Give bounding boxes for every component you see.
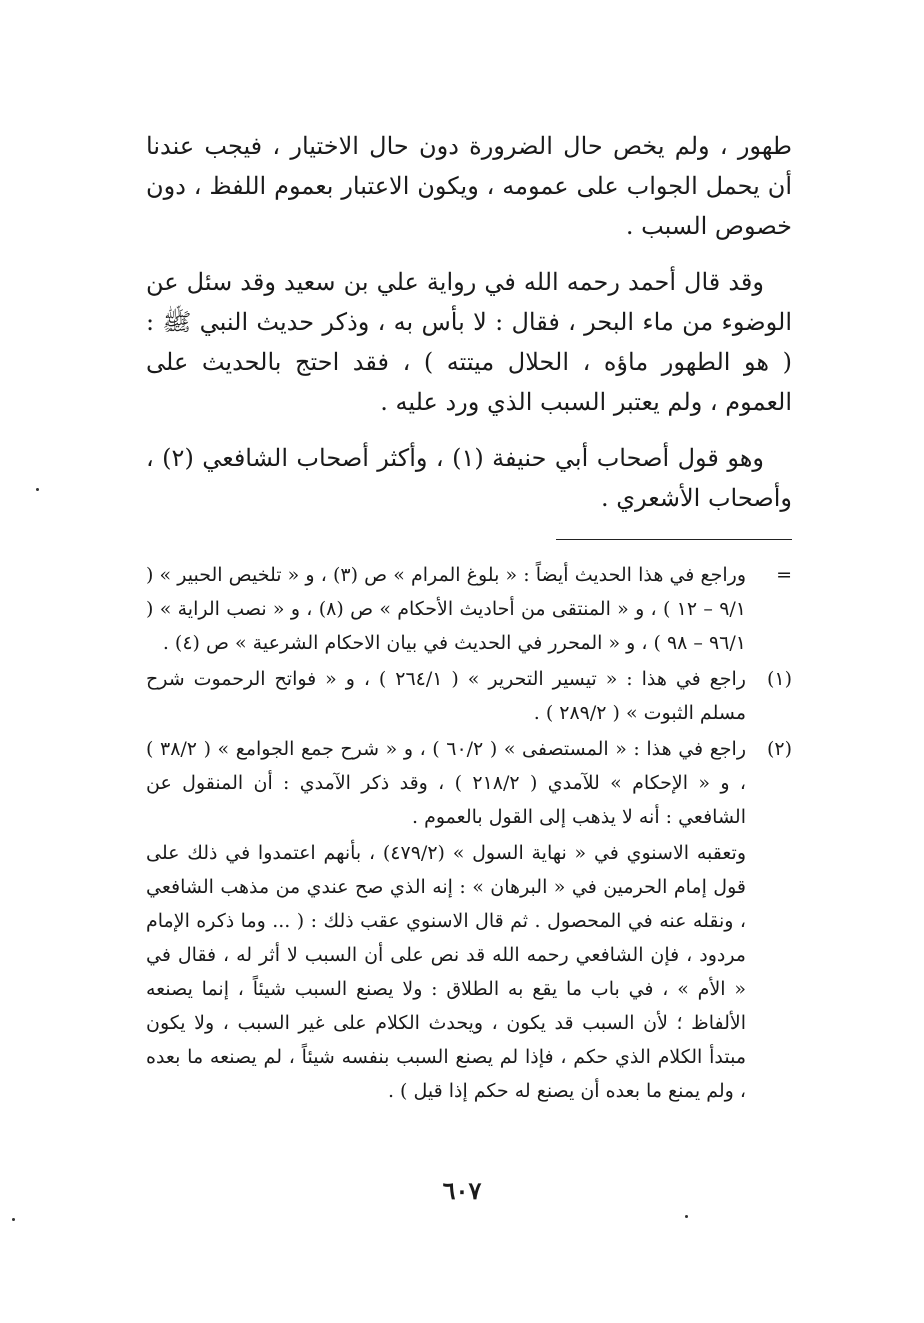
footnote-text: وراجع في هذا الحديث أيضاً : « بلوغ المرام » ص (٣) ، و « تلخيص الحبير » ( ٩/١ – ١٢ ) ، و « المنتقى من أحاديث الأحكام » ص (٨) ، و « نصب الراية » ( ٩٦/١ – ٩٨ ) ، و « المحرر في الحديث في بيان الاحكام الشرعية » ص (٤) .: [146, 564, 746, 654]
main-paragraph-1: طهور ، ولم يخص حال الضرورة دون حال الاختيار ، فيجب عندنا أن يحمل الجواب على عمومه ، ويكون الاعتبار بعموم اللفظ ، دون خصوص السبب .: [146, 132, 792, 240]
main-text: [146, 126, 792, 518]
footnote-text: راجع في هذا : « المستصفى » ( ٦٠/٢ ) ، و « شرح جمع الجوامع » ( ٣٨/٢ ) ، و « الإحكام » للآمدي ( ٢١٨/٢ ) ، وقد ذكر الآمدي : أن المنقول عن الشافعي : أنه لا يذهب إلى القول بالعموم .: [146, 738, 746, 828]
scan-speck: [685, 1215, 688, 1218]
main-paragraph-2: وقد قال أحمد رحمه الله في رواية علي بن سعيد وقد سئل عن الوضوء من ماء البحر ، فقال : لا بأس به ، وذكر حديث النبي ﷺ : ( هو الطهور ماؤه ، الحلال ميتته ) ، فقد احتج بالحديث على العموم ، ولم يعتبر السبب الذي ورد عليه .: [146, 268, 792, 416]
footnote-continued: [146, 558, 792, 660]
footnote-mark: (١): [766, 668, 792, 690]
footnote-text: راجع في هذا : « تيسير التحرير » ( ٢٦٤/١ ) ، و « فواتح الرحموت شرح مسلم الثبوت » ( ٢٨٩/٢ ) .: [146, 668, 746, 724]
footnote-text-continued: وتعقبه الاسنوي في « نهاية السول » (٤٧٩/٢) ، بأنهم اعتمدوا في ذلك على قول إمام الحرمين في « البرهان » : إنه الذي صح عندي من مذهب الشافعي ، ونقله عنه في المحصول . ثم قال الاسنوي عقب ذلك : ( ... وما ذكره الإمام مردود ، فإن الشافعي رحمه الله قد نص على أن السبب لا أثر له ، فقال في « الأم » ، في باب ما يقع به الطلاق : ولا يصنع السبب شيئاً ، إنما يصنعه الألفاظ ؛ لأن السبب قد يكون ، ويحدث الكلام على غير السبب ، ولا يكون مبتدأ الكلام الذي حكم ، فإذا لم يصنع السبب بنفسه شيئاً ، لم يصنعه ما بعده ، ولم يمنع ما بعده أن يصنع له حكم إذا قيل ) .: [146, 842, 746, 1102]
page-number: ٦٠٧: [442, 1176, 482, 1205]
scan-speck: [12, 1218, 15, 1221]
footnote-mark: (٢): [766, 738, 792, 760]
footnotes: [146, 558, 792, 1108]
main-paragraph-3: وهو قول أصحاب أبي حنيفة (١) ، وأكثر أصحاب الشافعي (٢) ، وأصحاب الأشعري .: [146, 444, 792, 512]
footnote-mark: =: [776, 564, 792, 586]
footnote-separator: [556, 539, 792, 540]
scan-speck: [36, 488, 39, 491]
footnote-2: [146, 732, 792, 1108]
footnote-1: [146, 662, 792, 730]
